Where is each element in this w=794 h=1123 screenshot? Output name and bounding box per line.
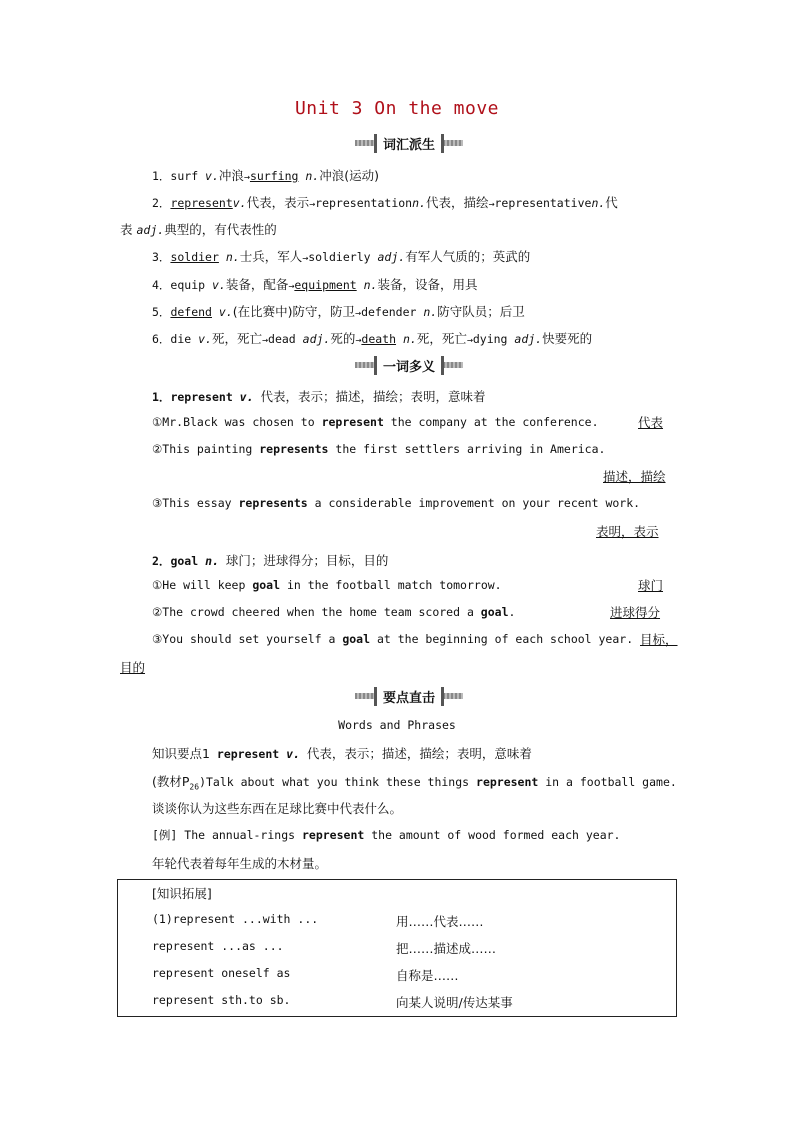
- keypoints-subtitle: Words and Phrases: [338, 718, 456, 732]
- section-label: 词汇派生: [374, 134, 444, 153]
- answer-blank: 描述，描绘: [603, 469, 666, 484]
- polysemy-example: ③This essay represents a considerable improvement on your recent work.: [152, 496, 641, 510]
- phrase-row: represent ...as ... 把……描述成……: [152, 939, 497, 956]
- answer-blank: 代表: [638, 415, 664, 430]
- vocab-line-1: 1．surf v.冲浪→surfing n.冲浪(运动): [152, 168, 379, 183]
- vocab-line-4: 4．equip v.装备，配备→equipment n.装备，设备，用具: [152, 277, 478, 292]
- vocab-line-3: 3．soldier n.士兵，军人→soldierly adj.有军人气质的；英武的: [152, 249, 531, 264]
- section-banner-polysemy: [355, 356, 463, 374]
- polysemy-example: ③You should set yourself a goal at the beginning of each school year.: [152, 632, 634, 646]
- textbook-source: (教材$P_{26})Talk$ about what you think these things represent in a football game.: [152, 774, 677, 792]
- answer-blank: 目标，: [640, 632, 678, 647]
- vocab-line-5: 5．defend v.(在比赛中)防守，防卫→defender n.防守队员；后卫: [152, 304, 525, 319]
- unit-title: Unit 3 On the move: [294, 98, 500, 119]
- knowledge-extension-box: [117, 879, 677, 1017]
- polysemy-heading-2: 2．goal n. 球门；进球得分；目标，目的: [152, 553, 389, 568]
- section-label: 一词多义: [374, 356, 444, 375]
- polysemy-example: ②The crowd cheered when the home team scored a goal.: [152, 605, 516, 619]
- phrase-row: represent sth.to sb. 向某人说明/传达某事: [152, 993, 513, 1010]
- answer-blank: 球门: [638, 578, 664, 593]
- section-banner-vocab: [355, 134, 463, 152]
- vocab-line-6: 6．die v.死，死亡→dead adj.死的→death n.死，死亡→dying adj.快要死的: [152, 331, 593, 346]
- example-translation: 年轮代表着每年生成的木材量。: [152, 856, 328, 871]
- example-sentence: [例] The annual-rings represent the amount of wood formed each year.: [152, 828, 621, 842]
- section-banner-keypoints: [355, 687, 463, 705]
- keypoint-heading: 知识要点1 represent v. 代表，表示；描述，描绘；表明，意味着: [152, 746, 532, 761]
- textbook-source-translation: 谈谈你认为这些东西在足球比赛中代表什么。: [152, 801, 403, 816]
- polysemy-example: ①Mr.Black was chosen to represent the company at the conference.: [152, 415, 599, 429]
- answer-blank: 进球得分: [610, 605, 661, 620]
- answer-blank: 目的: [120, 660, 146, 675]
- vocab-line-2: 2．representv.代表，表示→representationn.代表，描绘→representativen.代: [152, 195, 618, 210]
- vocab-line-2-cont: 表 adj.典型的，有代表性的: [120, 222, 277, 237]
- phrase-row: (1)represent ...with ... 用……代表……: [152, 912, 484, 929]
- phrase-row: represent oneself as 自称是……: [152, 966, 459, 983]
- polysemy-example: ②This painting represents the first settlers arriving in America.: [152, 442, 606, 456]
- answer-blank: 表明，表示: [596, 524, 659, 539]
- polysemy-heading-1: 1．represent v. 代表，表示；描述，描绘；表明，意味着: [152, 389, 486, 404]
- box-heading: [知识拓展]: [152, 886, 212, 901]
- polysemy-example: ①He will keep goal in the football match tomorrow.: [152, 578, 502, 592]
- section-label: 要点直击: [374, 687, 444, 706]
